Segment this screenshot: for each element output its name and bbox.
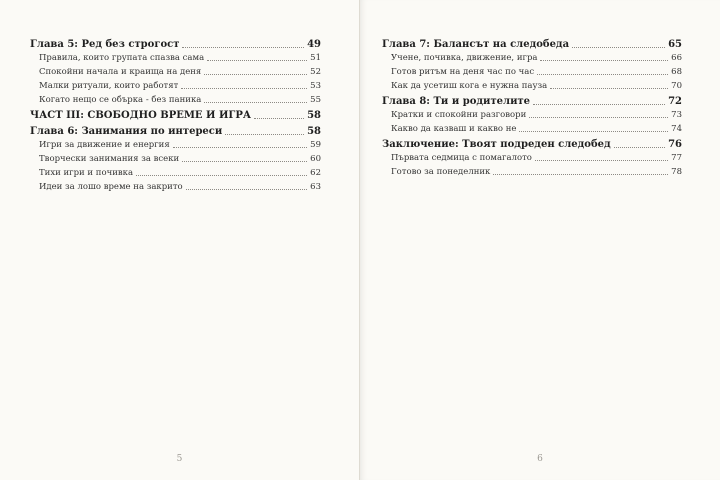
toc-entry-page-number: 52 [310, 67, 321, 77]
dot-leader [204, 102, 307, 103]
toc-entry-title: Как да усетиш кога е нужна пауза [391, 81, 548, 91]
dot-leader [535, 160, 668, 161]
toc-list-right [382, 38, 682, 178]
dot-leader [173, 147, 307, 148]
toc-entry-page-number: 63 [310, 182, 321, 192]
toc-chapter-entry[interactable] [382, 95, 682, 108]
right-page [360, 0, 720, 480]
toc-entry-page-number: 73 [671, 110, 682, 120]
toc-entry-title: Заключение: Твоят подреден следобед [382, 139, 611, 150]
dot-leader [537, 74, 668, 75]
toc-entry-title: Какво да казваш и какво не [391, 124, 517, 134]
dot-leader [572, 47, 665, 48]
dot-leader [614, 147, 665, 148]
dot-leader [533, 104, 665, 105]
toc-entry-title: Първата седмица с помагалото [391, 153, 532, 163]
toc-section-entry[interactable] [382, 67, 682, 78]
toc-entry-title: Тихи игри и почивка [39, 168, 134, 178]
dot-leader [182, 161, 307, 162]
page-number: 6 [537, 454, 543, 464]
toc-entry-page-number: 66 [671, 53, 682, 63]
dot-leader [204, 74, 307, 75]
toc-entry-page-number: 78 [671, 167, 682, 177]
toc-section-entry[interactable] [30, 140, 321, 151]
toc-entry-title: Глава 5: Ред без строгост [30, 39, 180, 50]
toc-list-left [30, 38, 321, 193]
toc-entry-page-number: 70 [671, 81, 682, 91]
toc-entry-title: Творчески занимания за всеки [39, 154, 180, 164]
dot-leader [493, 174, 668, 175]
dot-leader [540, 60, 668, 61]
toc-section-entry[interactable] [30, 67, 321, 78]
toc-entry-page-number: 76 [668, 139, 682, 150]
dot-leader [207, 60, 307, 61]
dot-leader [529, 117, 668, 118]
toc-entry-page-number: 49 [307, 39, 321, 50]
toc-section-entry[interactable] [30, 168, 321, 179]
toc-section-entry[interactable] [30, 154, 321, 165]
dot-leader [136, 175, 307, 176]
dot-leader [186, 189, 308, 190]
toc-section-entry[interactable] [382, 124, 682, 135]
toc-entry-page-number: 77 [671, 153, 682, 163]
toc-entry-title: Спокойни начала и краища на деня [39, 67, 202, 77]
toc-entry-title: Идеи за лошо време на закрито [39, 182, 183, 192]
toc-entry-title: ЧАСТ III: СВОБОДНО ВРЕМЕ И ИГРА [30, 110, 251, 121]
dot-leader [182, 47, 304, 48]
toc-section-entry[interactable] [382, 81, 682, 92]
toc-section-entry[interactable] [382, 153, 682, 164]
toc-section-entry[interactable] [382, 167, 682, 178]
toc-entry-title: Игри за движение и енергия [39, 140, 170, 150]
dot-leader [181, 88, 307, 89]
toc-entry-page-number: 58 [307, 126, 321, 137]
toc-entry-page-number: 74 [671, 124, 682, 134]
dot-leader [550, 88, 668, 89]
toc-entry-page-number: 59 [310, 140, 321, 150]
dot-leader [254, 118, 304, 119]
toc-section-entry[interactable] [30, 182, 321, 193]
toc-entry-title: Малки ритуали, които работят [39, 81, 179, 91]
toc-entry-page-number: 60 [310, 154, 321, 164]
toc-entry-page-number: 55 [310, 95, 321, 105]
toc-entry-title: Когато нещо се обърка - без паника [39, 95, 202, 105]
toc-section-entry[interactable] [382, 53, 682, 64]
toc-entry-title: Глава 6: Занимания по интереси [30, 126, 223, 137]
toc-section-entry[interactable] [30, 53, 321, 64]
toc-entry-page-number: 72 [668, 96, 682, 107]
toc-entry-page-number: 62 [310, 168, 321, 178]
toc-entry-title: Глава 8: Ти и родителите [382, 96, 531, 107]
dot-leader [225, 134, 304, 135]
toc-entry-title: Глава 7: Балансът на следобеда [382, 39, 570, 50]
toc-section-entry[interactable] [30, 81, 321, 92]
toc-chapter-entry[interactable] [382, 38, 682, 51]
toc-chapter-entry[interactable] [30, 38, 321, 51]
toc-entry-title: Готово за понеделник [391, 167, 491, 177]
toc-entry-page-number: 68 [671, 67, 682, 77]
toc-chapter-entry[interactable] [30, 125, 321, 138]
toc-entry-page-number: 58 [307, 110, 321, 121]
toc-chapter-entry[interactable] [30, 109, 321, 122]
toc-entry-title: Правила, които групата спазва сама [39, 53, 205, 63]
page-number: 5 [176, 454, 183, 464]
toc-chapter-entry[interactable] [382, 138, 682, 151]
toc-entry-page-number: 51 [310, 53, 321, 63]
toc-entry-title: Готов ритъм на деня час по час [391, 67, 535, 77]
toc-entry-page-number: 53 [310, 81, 321, 91]
toc-entry-title: Кратки и спокойни разговори [391, 110, 527, 120]
toc-entry-page-number: 65 [668, 39, 682, 50]
toc-entry-title: Учене, почивка, движение, игра [391, 53, 538, 63]
dot-leader [519, 131, 668, 132]
toc-section-entry[interactable] [30, 95, 321, 106]
toc-section-entry[interactable] [382, 110, 682, 121]
